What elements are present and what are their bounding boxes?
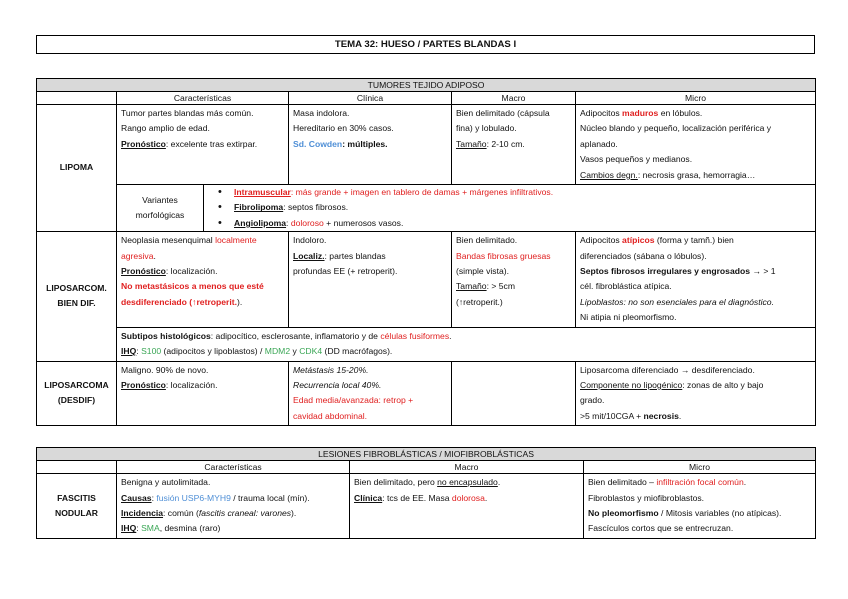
lipo-bien-subtipos [117, 327, 816, 361]
variantes-label [117, 185, 204, 231]
row-label-line: LIPOSARCOM. [46, 282, 107, 293]
ihq-s100: S100 [141, 346, 162, 357]
subtipos-line [121, 329, 811, 344]
header-clinica: Clínica [289, 92, 452, 105]
car-text: Neoplasia mesenquimal [121, 235, 216, 246]
header-empty [37, 461, 117, 474]
pleomorfismo-text: / Mitosis variables (no atípicas). [658, 507, 782, 518]
micro-atipicos: atípicos [622, 235, 655, 246]
lipo-bien-micro-line: Ni atipia ni pleomorfismo. [580, 312, 677, 323]
lipo-desdif-micro-line: grado. [580, 395, 605, 406]
pronostico-label: Pronóstico [121, 138, 166, 149]
lipo-bien-septos [580, 264, 811, 279]
row-label-lipoma: LIPOMA [37, 105, 117, 232]
row-label-liposarcoma-bien [37, 232, 117, 361]
lipoma-macro-line: Bien delimitado (cápsula [456, 108, 550, 118]
micro-text: Adipocitos [580, 108, 623, 118]
lipoma-micro-line: Vasos pequeños y medianos. [580, 154, 693, 165]
fibro-table [36, 447, 816, 539]
list-item [234, 200, 815, 215]
macro-end: . [497, 477, 501, 488]
table-row-lipoma-variantes [37, 185, 816, 232]
variantes-label-line: Variantes [142, 195, 178, 206]
micro-infiltracion: infiltración focal común [656, 477, 744, 488]
lipo-desdif-mitosis [580, 409, 811, 424]
lipoma-clinica [289, 105, 452, 185]
lipo-bien-macro-line: (↑retroperit.) [456, 296, 503, 307]
pronostico-text: : localización. [165, 266, 218, 277]
causas-fusion: fusión USP6-MYH9 [156, 492, 231, 503]
lipo-bien-micro-line: cél. fibroblástica atípica. [580, 281, 672, 292]
clinica-label: Clínica [354, 492, 383, 503]
fascitis-macro [350, 474, 584, 539]
ihq-cdk4: CDK4 [299, 346, 323, 357]
row-label-line: LIPOSARCOMA [44, 379, 109, 390]
lipoma-cli-line: Masa indolora. [293, 108, 350, 118]
row-label-line: NODULAR [55, 507, 98, 518]
ihq-label: IHQ [121, 346, 137, 357]
pronostico-label: Pronóstico [121, 379, 166, 390]
lipo-desdif-pronostico [121, 378, 284, 393]
lipoma-car-line: Rango amplio de edad. [121, 123, 210, 134]
fascitis-clinica [354, 491, 579, 506]
lipo-desdif-caracteristicas [117, 361, 289, 426]
lipo-bien-cli-line: profundas EE (+ retroperit). [293, 266, 398, 277]
ihq-text: (DD macrófagos). [322, 346, 393, 357]
lipoma-micro-line [580, 106, 811, 121]
localiz-text: : partes blandas [324, 250, 386, 261]
lipo-desdif-car-line: Maligno. 90% de novo. [121, 364, 209, 375]
macro-text: Bien delimitado, pero [354, 477, 438, 488]
lipo-bien-caracteristicas [117, 232, 289, 327]
lipo-desdif-micro [576, 361, 816, 426]
micro-text: (forma y tamñ.) bien [654, 235, 734, 246]
subtipos-fusiformes: células fusiformes [380, 330, 450, 341]
table-row-fascitis [37, 474, 816, 539]
variant-intramuscular: Intramuscular [234, 187, 291, 198]
causas-text: / trauma local (mín). [230, 492, 310, 503]
lipo-bien-macro-line: Bien delimitado. [456, 235, 518, 246]
variant-fibrolipoma: Fibrolipoma [234, 202, 284, 213]
variant-text: : septos fibrosos. [283, 202, 349, 213]
lipo-desdif-macro [452, 361, 576, 426]
row-label-liposarcoma-desdif [37, 361, 117, 426]
lipoma-micro-line: Núcleo blando y pequeño, localización periférica y [580, 123, 772, 134]
fascitis-micro-line [588, 475, 811, 490]
tamano-label: Tamaño [456, 281, 487, 292]
meta-text: desdiferenciado ( [121, 296, 193, 307]
incidencia-label: Incidencia [121, 507, 164, 518]
lipo-desdif-clinica [289, 361, 452, 426]
lipo-bien-meta: No metastásicos a menos que esté [121, 281, 264, 292]
variant-doloroso: doloroso [290, 217, 324, 228]
subtipos-text: : adipocítico, esclerosante, inflamatorio y de [210, 330, 381, 341]
lipo-desdif-edad: Edad media/avanzada: retrop + [293, 395, 414, 406]
variantes-label-line: morfológicas [135, 210, 185, 221]
fascitis-pleomorfismo [588, 506, 811, 521]
lipo-desdif-componente [580, 378, 811, 393]
subtipos-label: Subtipos histológicos [121, 330, 211, 341]
tamano-text: : > 5cm [486, 281, 515, 292]
componente-text: : zonas de alto y bajo [682, 379, 764, 390]
causas-label: Causas [121, 492, 152, 503]
fascitis-ihq: IHQ: SMA, desmina (raro) [121, 523, 221, 534]
ihq-text: , desmina (raro) [159, 523, 221, 534]
variant-text: : más grande + imagen en tablero de damas + márgenes infiltrativos. [290, 187, 554, 198]
lipoma-cowden [293, 137, 447, 152]
pronostico-label: Pronóstico [121, 266, 166, 277]
clinica-end: . [484, 492, 488, 503]
lipoma-variantes [117, 185, 816, 232]
meta-end: ). [237, 296, 243, 307]
ihq-sma: SMA [141, 523, 160, 534]
ihq-text: (adipocitos y lipoblastos) / [161, 346, 265, 357]
car-localmente: localmente [215, 235, 257, 246]
page-title: TEMA 32: HUESO / PARTES BLANDAS I [36, 35, 815, 54]
septos-arrow: → > 1 [750, 266, 776, 277]
lipo-bien-bandas: Bandas fibrosas gruesas [456, 250, 551, 261]
lipo-bien-car-line: agresiva. [121, 250, 156, 261]
componente-label: Componente no lipogénico [580, 379, 683, 390]
lipo-desdif-edad: cavidad abdominal. [293, 410, 368, 421]
row-label-line: (DESDIF) [57, 395, 96, 406]
fibro-title: LESIONES FIBROBLÁSTICAS / MIOFIBROBLÁSTICAS [37, 448, 816, 461]
lipo-bien-macro [452, 232, 576, 327]
lipo-bien-tamano [456, 279, 571, 294]
pleomorfismo-label: No pleomorfismo [588, 507, 659, 518]
ihq-mdm2: MDM2 [264, 346, 291, 357]
table-row-liposarcoma-bien [37, 232, 816, 327]
ihq-line: IHQ: S100 (adipocitos y lipoblastos) / MDM2 y CDK4 (DD macrófagos). [121, 346, 393, 357]
header-micro: Micro [584, 461, 816, 474]
lipoma-cli-line: Hereditario en 30% casos. [293, 123, 394, 134]
fascitis-incidencia [121, 506, 345, 521]
header-caracteristicas: Características [117, 461, 350, 474]
mitosis-text: >5 mit/10CGA + [580, 410, 644, 421]
mitosis-necrosis: necrosis [643, 410, 679, 421]
cambios-text: : necrosis grasa, hemorragia… [637, 169, 756, 180]
lipo-bien-meta-2 [121, 295, 284, 310]
row-label-fascitis [37, 474, 117, 539]
lipo-bien-cli-line: Indoloro. [293, 235, 327, 246]
table-row-liposarcoma-subtipos [37, 327, 816, 361]
lipo-bien-localiz [293, 249, 447, 264]
cambios-label: Cambios degn. [580, 169, 638, 180]
fascitis-causas: Causas: fusión USP6-MYH9 / trauma local (mín). [121, 492, 310, 503]
tamano-text: : 2-10 cm. [486, 138, 525, 149]
clinica-dolorosa: dolorosa [451, 492, 485, 503]
adiposo-title: TUMORES TEJIDO ADIPOSO [37, 79, 816, 92]
incidencia-end: ). [291, 507, 297, 518]
lipo-desdif-cli-line: Recurrencia local 40%. [293, 379, 382, 390]
lipo-bien-micro-line [580, 233, 811, 248]
localiz-label: Localiz. [293, 250, 325, 261]
lipo-bien-clinica [289, 232, 452, 327]
fascitis-micro-line: Fibroblastos y miofibroblastos. [588, 492, 705, 503]
lipoma-micro [576, 105, 816, 185]
tamano-label: Tamaño [456, 138, 487, 149]
row-label-line: FASCITIS [57, 492, 96, 503]
lipoma-car-line: Tumor partes blandas más común. [121, 108, 254, 118]
lipoma-cambios [580, 168, 811, 183]
cowden-text: : múltiples. [342, 138, 388, 149]
septos-text: Septos fibrosos irregulares y engrosados [580, 266, 751, 277]
adiposo-table [36, 78, 816, 426]
car-agresiva: agresiva [121, 250, 154, 261]
variant-angiolipoma: Angiolipoma [234, 217, 287, 228]
micro-end: . [743, 477, 747, 488]
micro-text: Adipocitos [580, 235, 623, 246]
lipoma-pronostico [121, 137, 284, 152]
lipo-desdif-cli-line: Metástasis 15-20%. [293, 364, 369, 375]
list-item: • Angiolipoma: doloroso + numerosos vasos. [234, 216, 815, 231]
lipo-bien-pronostico [121, 264, 284, 279]
row-label-line: BIEN DIF. [57, 298, 96, 309]
subtipos-end: . [449, 330, 452, 341]
table-row-lipoma [37, 105, 816, 185]
incidencia-italic: fascitis craneal: varones [198, 507, 292, 518]
lipo-bien-macro-line: (simple vista). [456, 266, 510, 277]
lipoma-macro [452, 105, 576, 185]
macro-no-encapsulado: no encapsulado [437, 477, 498, 488]
cowden-label: Sd. Cowden [293, 138, 343, 149]
micro-text: en lóbulos. [658, 108, 703, 118]
variant-text: + numerosos vasos. [323, 217, 404, 228]
variantes-list [208, 185, 815, 231]
clinica-text: : tcs de EE. Masa [382, 492, 452, 503]
list-item [234, 185, 815, 200]
fascitis-car-line: Benigna y autolimitada. [121, 477, 211, 488]
fascitis-macro-line [354, 475, 579, 490]
lipo-desdif-micro-line: Liposarcoma diferenciado → desdiferenciado. [580, 364, 755, 375]
fascitis-caracteristicas [117, 474, 350, 539]
lipoma-macro-line: fina) y lobulado. [456, 123, 517, 134]
incidencia-text: : común ( [163, 507, 199, 518]
header-macro: Macro [350, 461, 584, 474]
lipo-bien-lipoblastos: Lipoblastos: no son esenciales para el diagnóstico. [580, 296, 774, 307]
pronostico-text: : excelente tras extirpar. [165, 138, 258, 149]
ihq-label: IHQ [121, 523, 137, 534]
micro-maduros: maduros [622, 108, 659, 118]
header-micro: Micro [576, 92, 816, 105]
lipo-bien-car-line [121, 233, 284, 248]
lipoma-caracteristicas [117, 105, 289, 185]
meta-arrow: ↑retroperit. [192, 296, 238, 307]
fascitis-micro-line: Fascículos cortos que se entrecruzan. [588, 523, 734, 534]
lipoma-micro-line: aplanado. [580, 138, 618, 149]
header-empty [37, 92, 117, 105]
page [36, 35, 815, 539]
pronostico-text: : localización. [165, 379, 218, 390]
lipoma-tamano [456, 137, 571, 152]
header-caracteristicas: Características [117, 92, 289, 105]
header-macro: Macro [452, 92, 576, 105]
table-row-liposarcoma-desdif [37, 361, 816, 426]
lipo-bien-micro-line: diferenciados (sábana o lóbulos). [580, 250, 707, 261]
micro-text: Bien delimitado – [588, 477, 657, 488]
lipo-bien-micro [576, 232, 816, 327]
mitosis-end: . [678, 410, 682, 421]
ihq-text: y [290, 346, 300, 357]
fascitis-micro [584, 474, 816, 539]
